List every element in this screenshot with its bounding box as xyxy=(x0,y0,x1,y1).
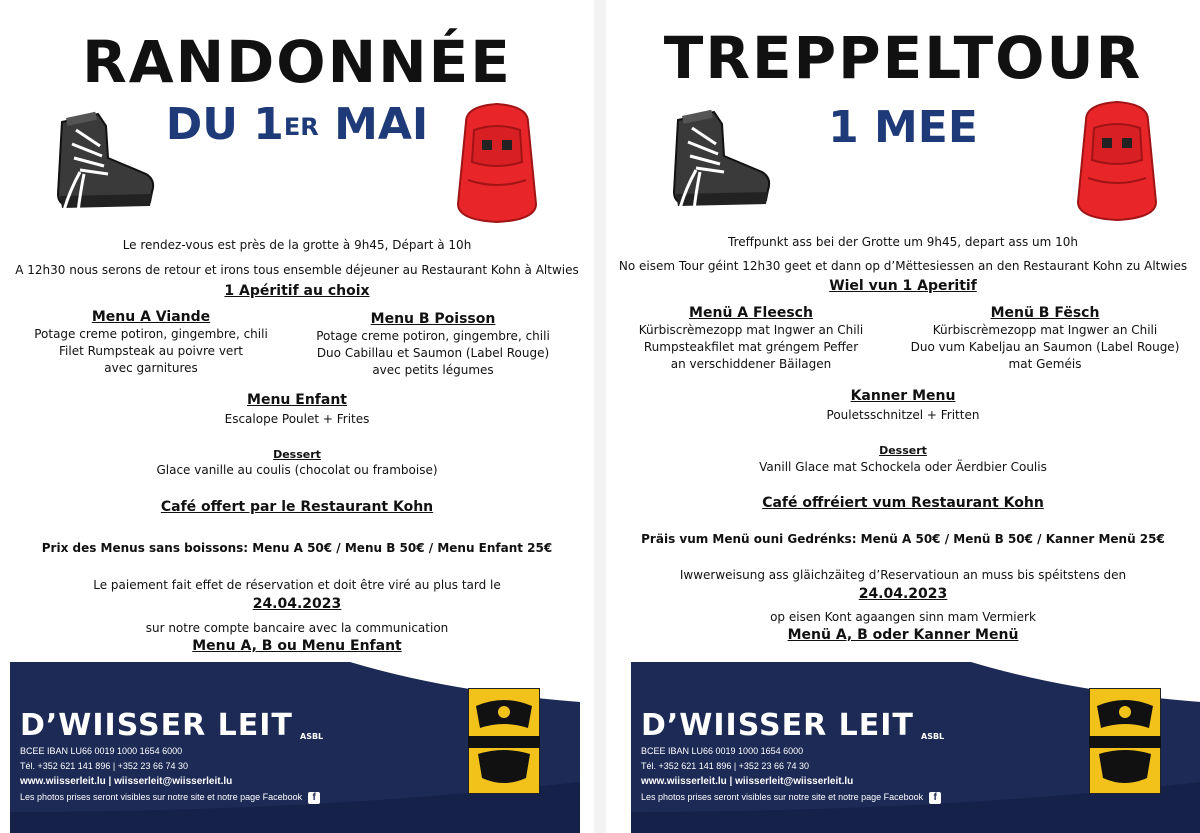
menu-a-title: Menu A Viande xyxy=(91,309,211,325)
website-email[interactable]: www.wiisserleit.lu | wiisserleit@wiisserleit.lu xyxy=(20,776,233,787)
payment-line: Le paiement fait effet de réservation et doit être viré au plus tard le xyxy=(93,578,501,592)
organisation-footer xyxy=(10,662,580,833)
dessert-line: Vanill Glace mat Schockela oder Äerdbier Coulis xyxy=(759,460,1047,474)
phone-numbers: Tél. +352 621 141 896 | +352 23 66 74 30 xyxy=(20,761,188,771)
photos-notice-text: Les photos prises seront visibles sur notre site et notre page Facebook xyxy=(641,792,924,802)
menu-b-line: Duo vum Kabeljau an Saumon (Label Rouge) xyxy=(910,340,1180,354)
org-name: D’WIISSER LEIT xyxy=(20,708,293,743)
org-name: D’WIISSER LEIT xyxy=(641,708,914,743)
menu-a-block xyxy=(6,309,296,377)
org-legal-form: ASBL xyxy=(300,732,324,741)
prices-line: Präis vum Menü ouni Gedrénks: Menü A 50€ / Menü B 50€ / Kanner Menü 25€ xyxy=(641,532,1165,546)
menu-b-line: Kürbiscrèmezopp mat Ingwer an Chili xyxy=(932,323,1158,337)
menu-a-line: Filet Rumpsteak au poivre vert xyxy=(59,344,243,358)
account-line: sur notre compte bancaire avec la communication xyxy=(145,621,449,635)
menu-a-block xyxy=(606,305,896,373)
subtitle-text: DU 1 xyxy=(165,99,284,150)
menu-a-line: avec garnitures xyxy=(104,361,198,375)
flyer-french xyxy=(0,0,594,833)
cafe-offer: Café offréiert vum Restaurant Kohn xyxy=(762,495,1044,511)
menu-a-line: Potage creme potiron, gingembre, chili xyxy=(34,327,268,341)
photos-notice xyxy=(641,792,941,804)
org-legal-form: ASBL xyxy=(921,732,945,741)
kids-menu-line: Pouletsschnitzel + Fritten xyxy=(826,408,980,422)
menu-a-line: Rumpsteakfilet mat gréngem Peffer xyxy=(643,340,859,354)
hiking-boot-icon xyxy=(666,108,776,218)
menu-b-title: Menu B Poisson xyxy=(370,311,496,327)
flyer-title: TREPPELTOUR xyxy=(663,24,1143,92)
menu-b-line: avec petits légumes xyxy=(372,363,494,377)
photos-notice-text: Les photos prises seront visibles sur notre site et notre page Facebook xyxy=(20,792,303,802)
lunch-info: A 12h30 nous serons de retour et irons tous ensemble déjeuner au Restaurant Kohn à Altwies xyxy=(15,263,579,277)
menu-a-title: Menü A Fleesch xyxy=(689,305,813,321)
dessert-title: Dessert xyxy=(879,444,927,457)
subtitle-text-end: MAI xyxy=(318,99,429,150)
menu-a-line: an verschiddener Bäilagen xyxy=(670,357,832,371)
menu-b-block xyxy=(900,305,1190,373)
website-email[interactable]: www.wiisserleit.lu | wiisserleit@wiisserleit.lu xyxy=(641,776,854,787)
payment-line: Iwwerweisung ass gläichzäiteg d’Reservatioun an muss bis spéitstens den xyxy=(679,568,1127,582)
page-gutter xyxy=(594,0,606,833)
menu-b-line: mat Geméis xyxy=(1008,357,1082,371)
communication-text: Menü A, B oder Kanner Menü xyxy=(787,627,1019,643)
aperitif-heading: Wiel vun 1 Aperitif xyxy=(829,278,977,294)
meeting-info: Treffpunkt ass bei der Grotte um 9h45, depart ass um 10h xyxy=(728,235,1078,249)
backpack-icon xyxy=(1072,98,1162,223)
payment-date: 24.04.2023 xyxy=(858,586,948,602)
menu-b-line: Duo Cabillau et Saumon (Label Rouge) xyxy=(316,346,550,360)
kids-menu-title: Menu Enfant xyxy=(247,392,347,408)
flyer-title: RANDONNÉE xyxy=(82,28,512,96)
dessert-title: Dessert xyxy=(273,448,321,461)
bank-iban: BCEE IBAN LU66 0019 1000 1654 6000 xyxy=(641,746,804,756)
coat-of-arms-icon xyxy=(1089,688,1161,794)
lunch-info: No eisem Tour géint 12h30 geet et dann op d’Mëttesiessen an den Restaurant Kohn zu Altwies xyxy=(618,259,1188,273)
aperitif-heading: 1 Apéritif au choix xyxy=(224,283,370,299)
facebook-icon[interactable]: f xyxy=(929,792,941,804)
menu-b-title: Menü B Fësch xyxy=(990,305,1100,321)
dessert-line: Glace vanille au coulis (chocolat ou framboise) xyxy=(156,463,438,477)
coat-of-arms-icon xyxy=(468,688,540,794)
flyer-subtitle: 1 MEE xyxy=(828,102,978,153)
facebook-icon[interactable]: f xyxy=(308,792,320,804)
organisation-footer xyxy=(631,662,1200,833)
phone-numbers: Tél. +352 621 141 896 | +352 23 66 74 30 xyxy=(641,761,809,771)
hiking-boot-icon xyxy=(50,110,160,220)
payment-date: 24.04.2023 xyxy=(252,596,342,612)
kids-menu-title: Kanner Menu xyxy=(850,388,956,404)
subtitle-superscript: ER xyxy=(283,113,319,141)
meeting-info: Le rendez-vous est près de la grotte à 9h45, Départ à 10h xyxy=(122,238,472,252)
communication-text: Menu A, B ou Menu Enfant xyxy=(192,638,402,654)
kids-menu-line: Escalope Poulet + Frites xyxy=(224,412,370,426)
menu-b-block xyxy=(288,311,578,379)
menu-a-line: Kürbiscrèmezopp mat Ingwer an Chili xyxy=(638,323,864,337)
photos-notice xyxy=(20,792,320,804)
prices-line: Prix des Menus sans boissons: Menu A 50€ / Menu B 50€ / Menu Enfant 25€ xyxy=(41,541,553,555)
cafe-offer: Café offert par le Restaurant Kohn xyxy=(160,499,434,515)
bank-iban: BCEE IBAN LU66 0019 1000 1654 6000 xyxy=(20,746,183,756)
account-line: op eisen Kont agaangen sinn mam Vermierk xyxy=(770,610,1036,624)
flyer-luxembourgish xyxy=(606,0,1200,833)
menu-b-line: Potage creme potiron, gingembre, chili xyxy=(316,329,550,343)
backpack-icon xyxy=(452,100,542,225)
